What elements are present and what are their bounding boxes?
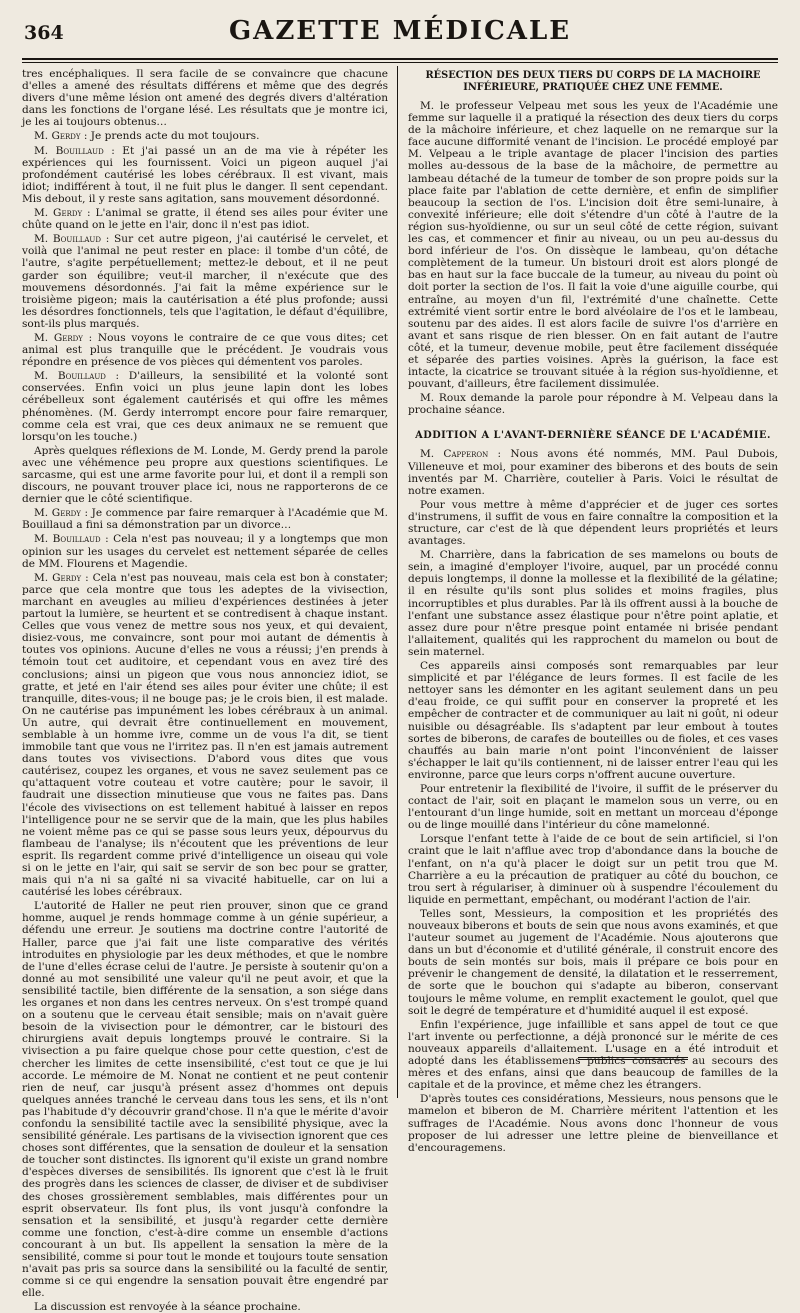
paragraph [408, 1093, 778, 1153]
paragraph-text: : Cela n'est pas nouveau; il y a longtemps que mon opinion sur les usages du cervelet est nettement séparée de celles de MM. Flourens et Magendie. [22, 533, 388, 570]
paragraph [408, 448, 778, 496]
paragraph [22, 233, 388, 330]
paragraph [408, 1019, 778, 1092]
header-rule [22, 62, 778, 63]
paragraph [22, 370, 388, 443]
paragraph-text: Enfin l'expérience, juge infaillible et sans appel de tout ce que l'art invente ou perfectionne, a déjà prononcé sur le mérite de ces nouveaux appareils d'allaitement. L'usage en a été introduit et adopté dans les établissemens publics consacrés au secours des mères et des enfans, ainsi que dans beaucoup de familles de la capitale et de la province, et même chez les étrangers. [408, 1018, 778, 1092]
gazette-title: GAZETTE MÉDICALE [228, 16, 572, 46]
paragraph [408, 100, 778, 390]
paragraph [408, 392, 778, 416]
paragraph [22, 145, 388, 205]
paragraph-text: : Sur cet autre pigeon, j'ai cautérisé le cervelet, et voilà que l'animal ne peut rester en place: il tombe d'un côté, de l'autre, s'agite perpétuellement; mettez-le debout, et il ne peut garder son équilibre; veut-il marcher, il n'exécute que des mouvemens désordonnés. J'ai fait la même expérience sur le troisième pigeon; mais la cautérisation a été plus profonde; aussi les désordres fonctionnels, tels que l'agitation, le défaut d'équilibre, sont-ils plus marqués. [22, 233, 388, 330]
paragraph [408, 783, 778, 831]
paragraph-text: : Nous voyons le contraire de ce que vous dites; cet animal est plus tranquille que le précédent. Je voudrais vous répondre en présence de vos pièces qui démentent vos paroles. [22, 331, 388, 369]
paragraph [22, 572, 388, 899]
paragraph-text: Pour vous mettre à même d'apprécier et de juger ces sortes d'instrumens, il suffit de vous en faire connaître la composition et la structure, car c'est de là que dépendent leurs propriétés et leurs avantages. [408, 498, 778, 548]
paragraph [22, 68, 388, 128]
paragraph [408, 908, 778, 1017]
paragraph [22, 1301, 388, 1313]
speaker-name: M. Gerdy [34, 130, 81, 143]
paragraph-text: Telles sont, Messieurs, la composition et les propriétés des nouveaux biberons et bouts de sein que nous avons examinés, et que l'auteur soumet au jugement de l'Académie. Nous ajouterons que dans un but d'économie et d'utilité générale, il construit encore des bouts de sein montés sur bois, mais il prépare ce bois pour en prévenir le changement de densité, la dilatation et le resserrement, de sorte que le bouchon qui s'adapte au biberon, conservant toujours le même volume, en remplit exactement le goulot, quel que soit le degré de température et d'humidité auquel il est exposé. [408, 907, 778, 1017]
paragraph [22, 533, 388, 569]
paragraph [408, 833, 778, 906]
paragraph-text: D'après toutes ces considérations, Messieurs, nous pensons que le mamelon et biberon de M. Charrière méritent l'attention et les suffrages de l'Académie. Nous avons donc l'honneur de vous proposer de lui adresser une lettre pleine de bienveillance et d'encouragemens. [408, 1093, 778, 1154]
paragraph-text: : Nous avons été nommés, MM. Paul Dubois, Villeneuve et moi, pour examiner des biberons et des bouts de sein inventés par M. Charrière, coutelier à Paris. Voici le résultat de notre examen. [408, 448, 778, 497]
paragraph [22, 445, 388, 505]
paragraph [22, 332, 388, 368]
paragraph-text: : Je prends acte du mot toujours. [80, 130, 260, 143]
speaker-name: M. Bouillaud [34, 533, 101, 546]
paragraph-text: M. le professeur Velpeau met sous les yeux de l'Académie une femme sur laquelle il a pratiqué la résection des deux tiers du corps de la mâchoire inférieure, et chez laquelle on ne remarque sur la face aucune difformité venant de l'incision. Le procédé employé par M. Velpeau a le triple avantage de placer l'incision des parties molles au-dessous de la base de la mâchoire, de permettre au lambeau détaché de la tumeur de tomber de son propre poids sur la place faite par l'ablation de cette dernière, et enfin de simplifier beaucoup la section de l'os. L'incision doit être semi-lunaire, à convexité inférieure; elle doit s'étendre d'un côté à l'autre de la région sus-hyoïdienne, ou sur un seul côté de cette région, suivant les cas, et commencer et finir au niveau, ou un peu au-dessus du bord inférieur de l'os. On dissèque le lambeau, qu'on détache complètement de la tumeur. Un bistouri droit est alors plongé de bas en haut sur la face buccale de la tumeur, au niveau du point où doit porter la section de l'os. Il fait la voie d'une aiguille courbe, qui entraîne, au moyen d'un fil, l'extrémité d'une chaînette. Cette extrémité vient sortir entre le bord alvéolaire de l'os et le lambeau, soutenu par des aides. Il est alors facile de suivre l'os d'arrière en avant et sans risque de rien blesser. On en fait autant de l'autre côté, et la tumeur, devenue mobile, peut être facilement disséquée et séparée des parties voisines. Après la guérison, la face est intacte, la cicatrice se trouvant située à la région sus-hyoïdienne, et pouvant, d'ailleurs, être facilement dissimulée. [408, 100, 778, 391]
paragraph-text: : Et j'ai passé un an de ma vie à répéter les expériences qui les fournissent. Voici un pigeon auquel j'ai profondément cautérisé les lobes cérébraux. Il est vivant, mais idiot; indifférent à tout, il ne fuit plus le danger. Il sent cependant. Mis debout, il y reste sans agitation, sans mouvement désordonné. [22, 144, 389, 205]
paragraph-text: : Cela n'est pas nouveau, mais cela est bon à constater; parce que cela montre que tous les adeptes de la vivisection, marchant en aveugles au milieu d'expériences destinées à jeter partout la lumière, se heurtent et se contredisent à chaque instant. Celles que vous venez de mettre sous nos yeux, et qui devaient, disiez-vous, me convaincre, sont pour moi autant de démentis à toutes vos opinions. Aucune d'elles ne vous a réussi; j'en prends à témoin tout cet auditoire, et cependant vous en avez tiré des conclusions; ainsi un pigeon que vous nous annonciez idiot, se gratte, et jeté en l'air étend ses ailes pour éviter une chûte; il est tranquille, dites-vous; il ne bouge pas; je le crois bien, il est malade. On ne cautérise pas impunément les lobes cérébraux à un animal. Un autre, qui devrait être continuellement en mouvement, semblable à un homme ivre, comme un de vous l'a dit, se tient immobile tant que vous ne l'irritez pas. Il n'en est jamais autrement dans toutes vos vivisections. D'abord vous dites que vous cautérisez, coupez les organes, et vous ne savez seulement pas ce qu'attaquent votre couteau et votre cautère; pour le savoir, il faudrait une dissection minutieuse que vous ne faites pas. Dans l'école des vivisections on est tellement habitué à laisser en repos l'intelligence pour ne se servir que de la main, que les plus habiles ne voient même pas ce qui se passe sous leurs yeux, dépourvus du flambeau de l'analyse; ils n'écoutent que les préventions de leur esprit. Ils regardent comme privé d'intelligence un oiseau qui vole si on le jette en l'air, qui sait se servir de son bec pour se gratter, mais qui n'a ni sa gaîté ni sa vivacité habituelle, car on lui a cautérisé les lobes cérébraux. [22, 571, 389, 899]
paragraph-text: Pour entretenir la flexibilité de l'ivoire, il suffit de le préserver du contact de l'air, soit en plaçant le mamelon sous un verre, ou en l'entourant d'un linge humide, soit en mettant un morceau d'éponge ou de linge mouillé dans l'intérieur du cône mamelonné. [408, 782, 778, 832]
page-number: 364 [24, 22, 64, 44]
paragraph [22, 207, 388, 231]
paragraph [22, 900, 388, 1299]
paragraph-text: Ces appareils ainsi composés sont remarquables par leur simplicité et par l'élégance de leurs formes. Il est facile de les nettoyer sans les démonter en les agitant seulement dans un peu d'eau froide, ce qui suffit pour en conserver la propreté et les empêcher de contracter et de communiquer au lait ni goût, ni odeur nuisible ou désagréable. Ils s'adaptent par leur embout à toutes sortes de biberons, de carafes de bouteilles ou de fioles, et ces vases chauffés au bain marie n'ont point l'inconvénient de laisser s'échapper le lait qu'ils contiennent, ni de laisser entrer l'eau qui les environne, parce que leurs corps n'offrent aucune ouverture. [408, 660, 778, 781]
speaker-name: M. Bouillaud [34, 370, 106, 383]
paragraph [408, 549, 778, 658]
right-column [408, 68, 778, 1154]
paragraph [408, 499, 778, 547]
speaker-name: M. Gerdy [34, 571, 82, 584]
section-title-addition: ADDITION A L'AVANT-DERNIÈRE SÉANCE DE L'ACADÉMIE. [415, 430, 771, 442]
paragraph-text: : D'ailleurs, la sensibilité et la volonté sont conservées. Enfin voici un plus jeune lapin dont les lobes cérébelleux sont également cautérisés et qui offre les mêmes phénomènes. (M. Gerdy interrompt encore pour faire remarquer, comme cela est vrai, que ces deux animaux ne se remuent que lorsqu'on les touche.) [22, 370, 388, 443]
speaker-name: M. Gerdy [34, 331, 83, 344]
paragraph-text: Lorsque l'enfant tette à l'aide de ce bout de sein artificiel, si l'on craint que le lait n'afflue avec trop d'abondance dans la bouche de l'enfant, on n'a qu'à placer le doigt sur un petit trou que M. Charrière a eu la précaution de pratiquer au côté du bouchon, ce trou sert à régulariser, à diminuer où à suspendre l'écoulement du liquide en permettant, empêchant, ou modérant l'action de l'air. [408, 833, 778, 906]
paragraph [22, 507, 388, 531]
paragraph-text: M. Charrière, dans la fabrication de ses mamelons ou bouts de sein, a imaginé d'employer l'ivoire, auquel, par un procédé connu depuis longtemps, il donne la mollesse et la flexibilité de la gélatine; il en résulte qu'ils sont plus solides et moins fragiles, plus incorruptibles et plus durables. Par là ils offrent aussi à la bouche de l'enfant une substance assez élastique pour n'être point aplatie, et assez dure pour n'être presque point entamée ni brisée pendant l'allaitement, qualités qui les rapprochent du mamelon ou bout de sein maternel. [408, 549, 778, 658]
speaker-name: M. Gerdy [34, 507, 81, 520]
section-addition-body [408, 448, 778, 1153]
paragraph-text: : Je commence par faire remarquer à l'Académie que M. Bouillaud a fini sa démonstration par un divorce… [22, 507, 389, 532]
paragraph-text: Après quelques réflexions de M. Londe, M. Gerdy prend la parole avec une véhémence peu propre aux questions scientifiques. Le sarcasme, qui est une arme favorite pour lui, et dont il a rempli son discours, ne pouvant trouver place ici, nous ne rapporterons de ce dernier que le côté scientifique. [22, 444, 388, 506]
paragraph-text: M. Roux demande la parole pour répondre à M. Velpeau dans la prochaine séance. [408, 392, 778, 417]
paragraph-text: tres encéphaliques. Il sera facile de se convaincre que chacune d'elles a amené des résultats différens et même que des degrés divers d'une même lésion ont amené des degrés divers d'altération dans les fonctions de l'organe lésé. Les résultats que je montre ici, je les ai toujours obtenus… [22, 68, 388, 129]
paragraph-text: : L'animal se gratte, il étend ses ailes pour éviter une chûte quand on le jette en l'air, donc il n'est pas idiot. [22, 207, 388, 232]
paragraph-text: La discussion est renvoyée à la séance prochaine. [34, 1301, 301, 1313]
section-resection-body [408, 100, 778, 416]
section-title-resection: RÉSECTION DES DEUX TIERS DU CORPS DE LA MACHOIRE INFÉRIEURE, PRATIQUÉE CHEZ UNE FEMME. [425, 70, 761, 93]
speaker-name: M. Bouillaud [34, 233, 101, 246]
paragraph [22, 130, 388, 142]
column-divider [397, 66, 398, 1098]
paragraph-text: L'autorité de Haller ne peut rien prouver, sinon que ce grand homme, auquel je rends hommage comme à un génie supérieur, a défendu une erreur. Je soutiens ma doctrine contre l'autorité de Haller, parce que j'ai fait une liste comparative des vérités introduites en physiologie par les deux méthodes, et que le nombre de l'une d'elles écrase celui de l'autre. Je persiste à soutenir qu'on a donné au mot sensibilité une valeur qu'il ne peut avoir, et que la sensibilité tactile, bien différente de la sensation, a son siége dans les organes et non dans les centres nerveux. On s'est trompé quand on a soutenu que le cerveau était sensible; mais on n'avait guère besoin de la vivisection pour le démontrer, car le bistouri des chirurgiens avait depuis longtemps prouvé le contraire. Si la vivisection a pu faire quelque chose pour cette question, c'est de chercher les limites de cette insensibilité, c'est tout ce que je lui accorde. Le mémoire de M. Nonat ne contient et ne peut contenir rien de neuf, car jusqu'à présent assez d'hommes ont depuis quelques années tranché le cerveau dans tous les sens, et ils n'ont pas l'habitude d'y découvrir grand'chose. Il n'a que le mérite d'avoir confondu la sensibilité tactile avec la sensibilité physique, avec la sensibilité générale. Les partisans de la vivisection ignorent que ces choses sont différentes, que la sensation de douleur et la sensation de toucher sont distinctes. Ils ignorent qu'il existe un grand nombre d'espèces diverses de sensibilités. Ils ignorent que c'est là le fruit des progrès dans les sciences de classer, de diviser et de subdiviser des choses grossièrement semblables, mais différentes pour un esprit observateur. Ils font plus, ils vont jusqu'à confondre la sensation et la sensibilité, et jusqu'à regarder cette dernière comme une fonction, c'est-à-dire comme un ensemble d'actions concourant à un but. Ils appellent la sensation la mère de la sensibilité, comme si pour tout le monde et toujours toute sensation n'avait pas pris sa source dans la sensibilité ou la faculté de sentir, comme si ce qui engendre la sensation pouvait être engendré par elle. [22, 900, 388, 1300]
masthead [22, 10, 778, 60]
end-rule [578, 1057, 688, 1060]
paragraph [408, 660, 778, 781]
left-column [22, 68, 389, 1313]
speaker-name: M. Gerdy [34, 207, 83, 220]
speaker-name: M. Bouillaud [34, 144, 104, 157]
speaker-name: M. Capperon [420, 448, 489, 461]
